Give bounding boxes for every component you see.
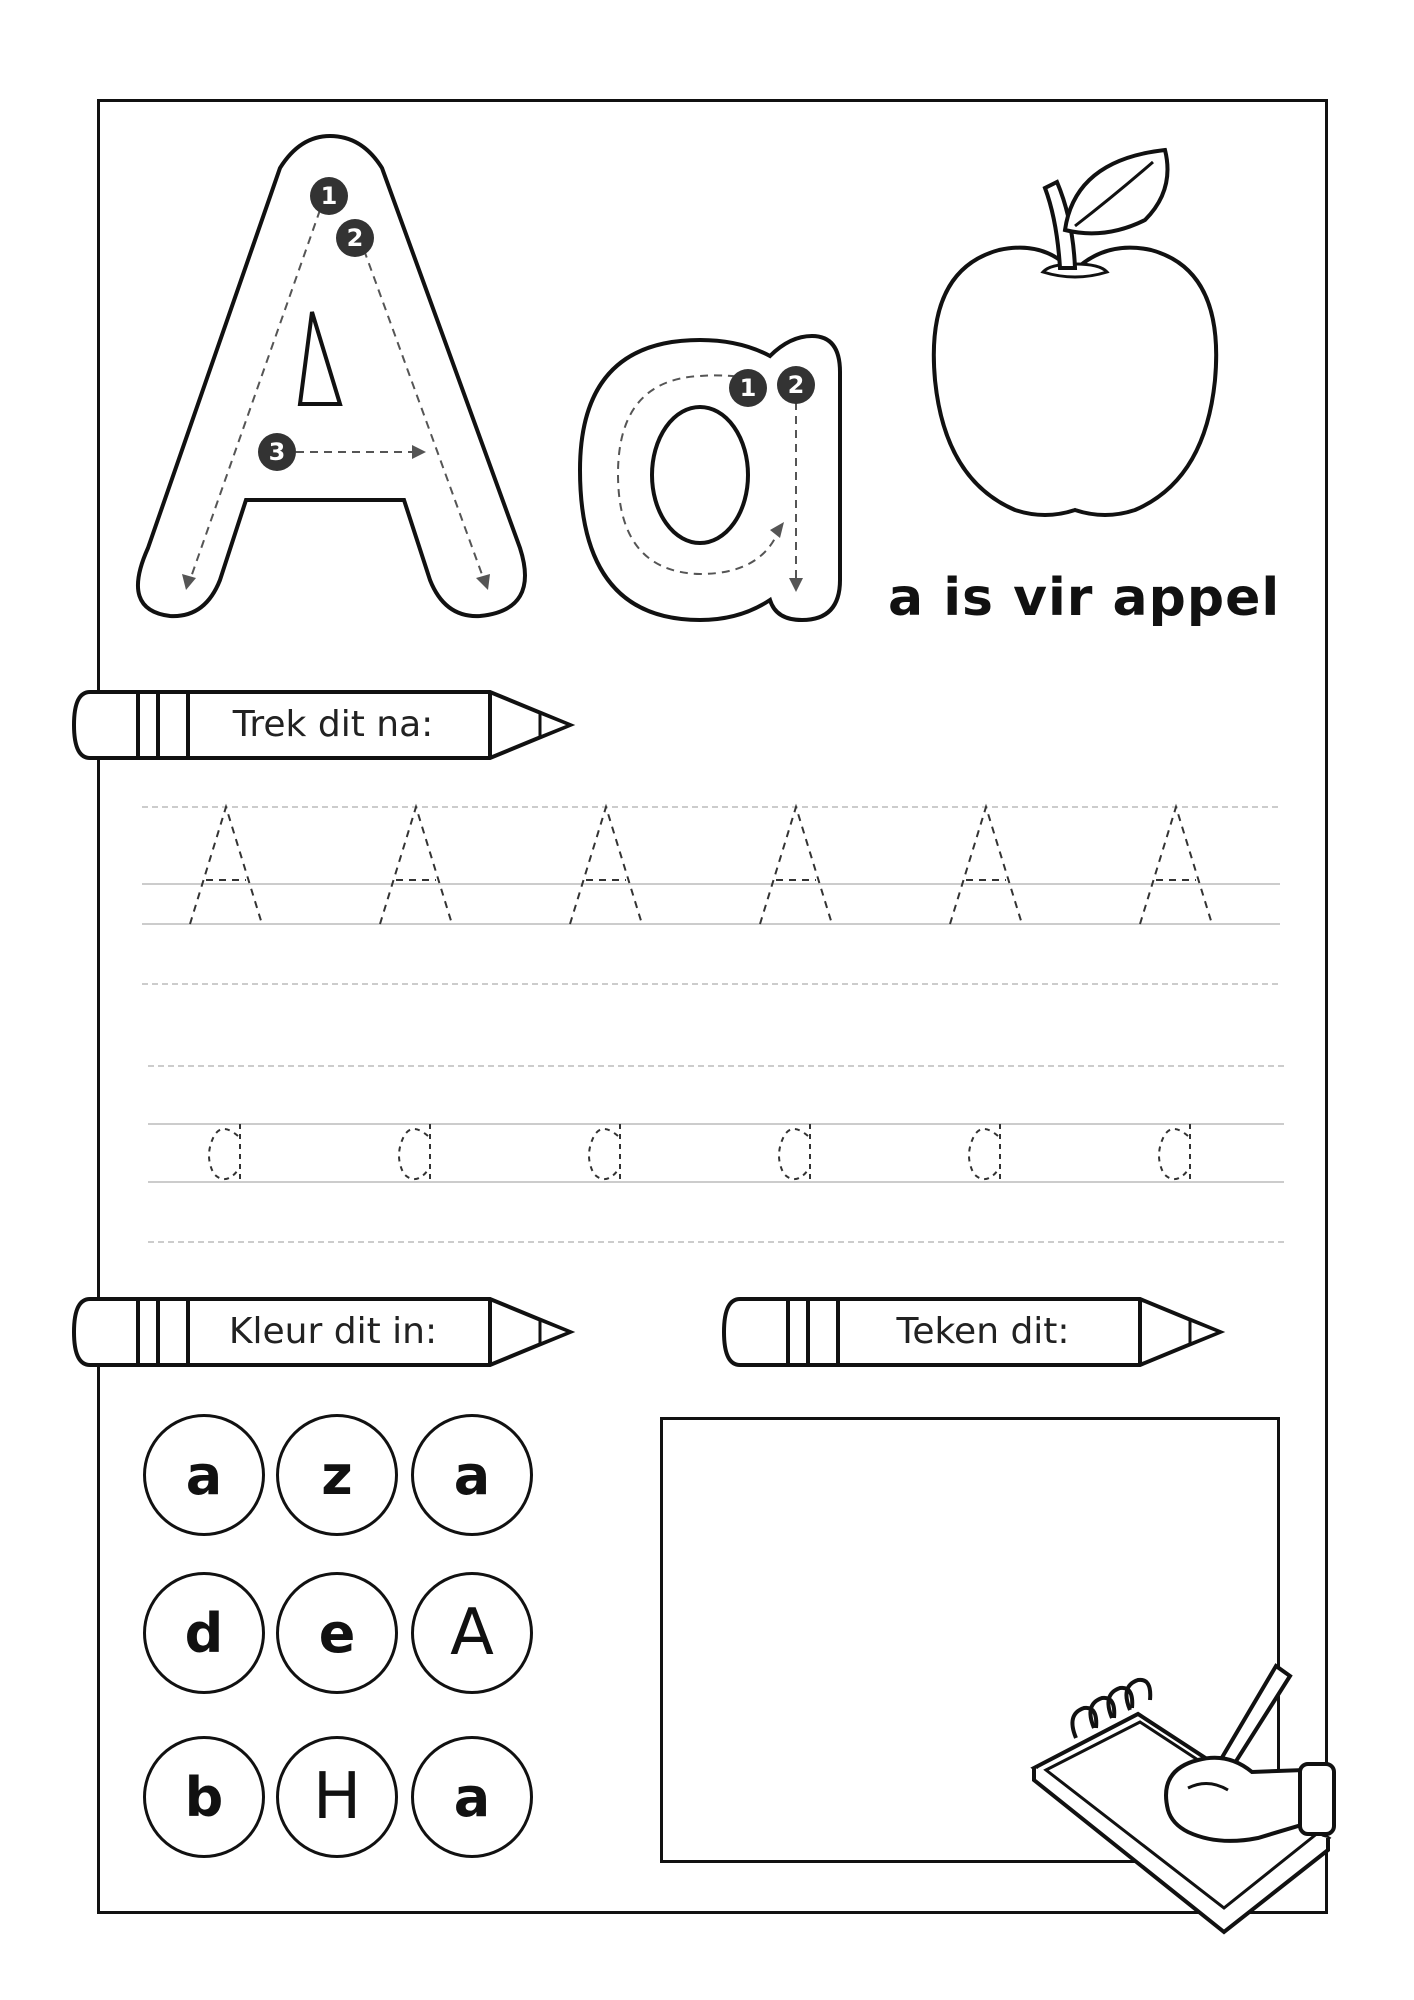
color-bubble[interactable]: e xyxy=(276,1572,398,1694)
color-bubble[interactable]: H xyxy=(276,1736,398,1858)
draw-label: Teken dit: xyxy=(896,1311,1070,1352)
draw-section-header xyxy=(720,1295,1230,1369)
color-bubble[interactable]: A xyxy=(411,1572,533,1694)
trace-uppercase-letter xyxy=(950,807,1022,924)
trace-uppercase-letter xyxy=(380,807,452,924)
color-label: Kleur dit in: xyxy=(228,1311,438,1352)
trace-label: Trek dit na: xyxy=(232,704,434,745)
color-bubble[interactable]: b xyxy=(143,1736,265,1858)
color-bubble[interactable]: z xyxy=(276,1414,398,1536)
trace-lowercase-letter xyxy=(1159,1124,1190,1182)
trace-lowercase-letter xyxy=(589,1124,620,1182)
trace-lowercase-letter xyxy=(399,1124,430,1182)
color-bubble[interactable]: a xyxy=(411,1736,533,1858)
trace-uppercase-letter xyxy=(1140,807,1212,924)
hand-writing-notepad-icon xyxy=(1028,1660,1338,1950)
svg-text:1: 1 xyxy=(320,182,338,210)
svg-text:1: 1 xyxy=(739,374,757,402)
svg-text:3: 3 xyxy=(268,438,286,466)
trace-uppercase-letter xyxy=(760,807,832,924)
hero-caption: a is vir appel xyxy=(888,568,1281,628)
color-bubble[interactable]: d xyxy=(143,1572,265,1694)
color-section-header xyxy=(70,1295,580,1369)
trace-lowercase-letter xyxy=(969,1124,1000,1182)
trace-uppercase-letter xyxy=(190,807,262,924)
color-bubble[interactable]: a xyxy=(143,1414,265,1536)
trace-uppercase-letter xyxy=(570,807,642,924)
color-bubble[interactable]: a xyxy=(411,1414,533,1536)
svg-text:2: 2 xyxy=(346,224,364,252)
trace-lowercase-letter xyxy=(779,1124,810,1182)
svg-text:2: 2 xyxy=(787,371,805,399)
trace-lowercase-letter xyxy=(209,1124,240,1182)
